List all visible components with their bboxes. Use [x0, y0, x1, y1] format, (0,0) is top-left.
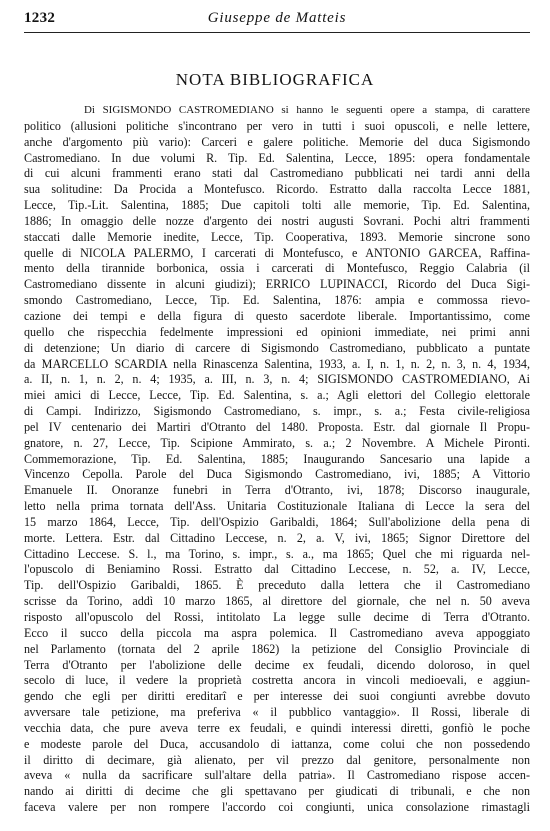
text-line: scrisse da Torino, addì 10 marzo 1865, al direttore del giornale, che nel n. 50 aveva — [24, 594, 530, 609]
section-title: NOTA BIBLIOGRAFICA — [175, 70, 375, 89]
text-line: gendo che egli per diritti ereditarî e per interesse dei suoi congiunti avrebbe dovuto — [24, 689, 530, 704]
text-line: gnatore, n. 27, Lecce, Tip. Scipione Ammirato, s. a.; 2 Novembre. A Michele Pironti. — [24, 435, 530, 450]
text-line: faceva valere per non rompere l'accordo coi congiunti, unica consolazione rimastagli — [24, 800, 530, 815]
text-line: anche d'argomento più vario): Carceri e galere politiche. Memorie del duca Sigismondo — [24, 134, 530, 149]
text-line: 15 marzo 1864, Lecce, Tip. dell'Ospizio Garibaldi, 1864; Sull'abolizione della pena di — [24, 514, 530, 529]
text-line: staccati dalle Memorie inedite, Lecce, Tip. Cooperativa, 1893. Memorie sincrone sono — [24, 229, 530, 244]
text-line: di Campi. Indirizzo, Sigismondo Castromediano, s. impr., s. a.; Festa civile-religiosa — [24, 404, 530, 419]
text-line: Emanuele II. Onoranze funebri in Terra d'Otranto, ivi, 1878; Discorso inaugurale, — [24, 483, 530, 498]
text-line: e modeste parole del Duca, accusandolo di iattanza, come colui che non possedendo — [24, 736, 530, 751]
text-line: quelle di NICOLA PALERMO, I carcerati di Montefusco, e ANTONIO GARCEA, Raffina- — [24, 245, 530, 260]
text-line: Di SIGISMONDO CASTROMEDIANO si hanno le seguenti opere a stampa, di carattere — [84, 104, 530, 116]
text-line: Ecco il succo della piccola ma aspra polemica. Il Castromediano aveva appoggiato — [24, 625, 530, 640]
page-header — [24, 10, 530, 33]
text-line: l'opuscolo di Beniamino Rossi. Estratto dal Cittadino Leccese, n. 52, a. IV, Lecce, — [24, 562, 530, 577]
page-number: 1232 — [24, 10, 56, 26]
text-line: il diritto di decimare, già alienato, per vil prezzo dal genitore, personalmente non — [24, 752, 530, 767]
text-line: Commemorazione, Tip. Ed. Salentina, 1885; Inaugurando Sancesario una lapide a — [24, 451, 530, 466]
text-line: miei amici di Lecce, Lecce, Tip. Ed. Salentina, s. a.; Agli elettori del Collegio elettorale — [24, 388, 530, 403]
text-line: politico (allusioni politiche s'incontrano per vero in tutti i suoi opuscoli, e nelle lettere, — [24, 118, 530, 133]
text-line: di cui alcuni frammenti erano stati dal Castromediano pubblicati nei tardi anni della — [24, 166, 530, 181]
text-line: aveva « nulla da sacrificare sull'altare della patria». Il Castromediano rispose accen- — [24, 768, 530, 783]
text-line: nel Parlamento (tornata del 2 aprile 1862) la petizione del Consiglio Provinciale di — [24, 641, 530, 656]
text-line: pel IV centenario dei Martiri d'Otranto del 1480. Proposta. Estr. dal giornale Il Propu- — [24, 419, 530, 434]
text-line: smondo Castromediano, Lecce, Tip. Ed. Salentina, 1876: ampia e commossa rievo- — [24, 293, 530, 308]
text-line: Cittadino Leccese. S. l., ma Torino, s. impr., s. a., ma 1865; Quel che mi riguarda nel- — [24, 546, 530, 561]
text-line: mento della tirannide borbonica, ossia i carcerati di Montefusco, Reggio Calabria (il — [24, 261, 530, 276]
text-line: Lecce, Tip.-Lit. Salentina, 1885; Due capitoli tolti alle memorie, Tip. Ed. Salentina, — [24, 198, 530, 213]
text-line: Castromediano. In due volumi R. Tip. Ed. Salentina, Lecce, 1895: opera fondamentale — [24, 150, 530, 165]
text-line: 1886; In omaggio delle nozze d'argento dei nostri augusti Sovrani. Pochi altri frammenti — [24, 213, 530, 228]
text-line: a. II, n. 1, n. 2, n. 4; 1935, a. III, n. 3, n. 4; SIGISMONDO CASTROMEDIANO, Ai — [24, 372, 530, 387]
body-text — [24, 103, 530, 816]
text-line: secolo di luce, il vedere la proprietà costretta ancora in vincoli medioevali, e aggiun- — [24, 673, 530, 688]
text-line: Terra d'Otranto per l'abolizione delle decime ex feudali, dicendo doloroso, in quel — [24, 657, 530, 672]
text-line: avversare tale petizione, ma preferiva « il pubblico vantaggio». Il Rossi, liberale di — [24, 705, 530, 720]
text-line: di detenzione; Un diario di carcere di Sigismondo Castromediano, pubblicato a puntate — [24, 340, 530, 355]
text-line: Vincenzo Cepolla. Parole del Duca Sigismondo Castromediano, ivi, 1885; A Vittorio — [24, 467, 530, 482]
text-line: vecchia data, che pure aveva terre ex feudali, e quindi interessi diretti, gonfiò le poche — [24, 720, 530, 735]
text-line: sua solitudine: Da Procida a Montefusco. Ricordo. Estratto dalla raccolta Lecce 1881, — [24, 182, 530, 197]
text-line: quello che rispecchia fedelmente impressioni ed opinioni immediate, nei primi anni — [24, 324, 530, 339]
running-head: Giuseppe de Matteis — [207, 10, 347, 26]
text-line: Castromediano dissente in alcuni giudizi); ERRICO LUPINACCI, Ricordo del Duca Sigi- — [24, 277, 530, 292]
text-line: cazione dei tempi e della figura di questo sacerdote liberale. Importantissimo, come — [24, 308, 530, 323]
text-line: nando ai diritti di decime che gli spettavano per giudicati di tribunali, e che non — [24, 784, 530, 799]
text-line: Tip. dell'Ospizio Garibaldi, 1865. È preceduto dalla lettera che il Castromediano — [24, 578, 530, 593]
text-line: risposto all'opuscolo del Rossi, intitolato La legge sulle decime di Terra d'Otranto. — [24, 610, 530, 624]
text-line: morte. Lettera. Estr. dal Cittadino Leccese, n. 2, a. V, ivi, 1865; Signor Direttore del — [24, 530, 530, 545]
text-line: letto nella prima tornata dell'Ass. Unitaria Costituzionale Italiana di Lecce la sera del — [24, 499, 530, 514]
text-line: da MARCELLO SCARDIA nella Rinascenza Salentina, 1933, a. I, n. 1, n. 2, n. 3, n. 4, 1934, — [24, 356, 530, 371]
